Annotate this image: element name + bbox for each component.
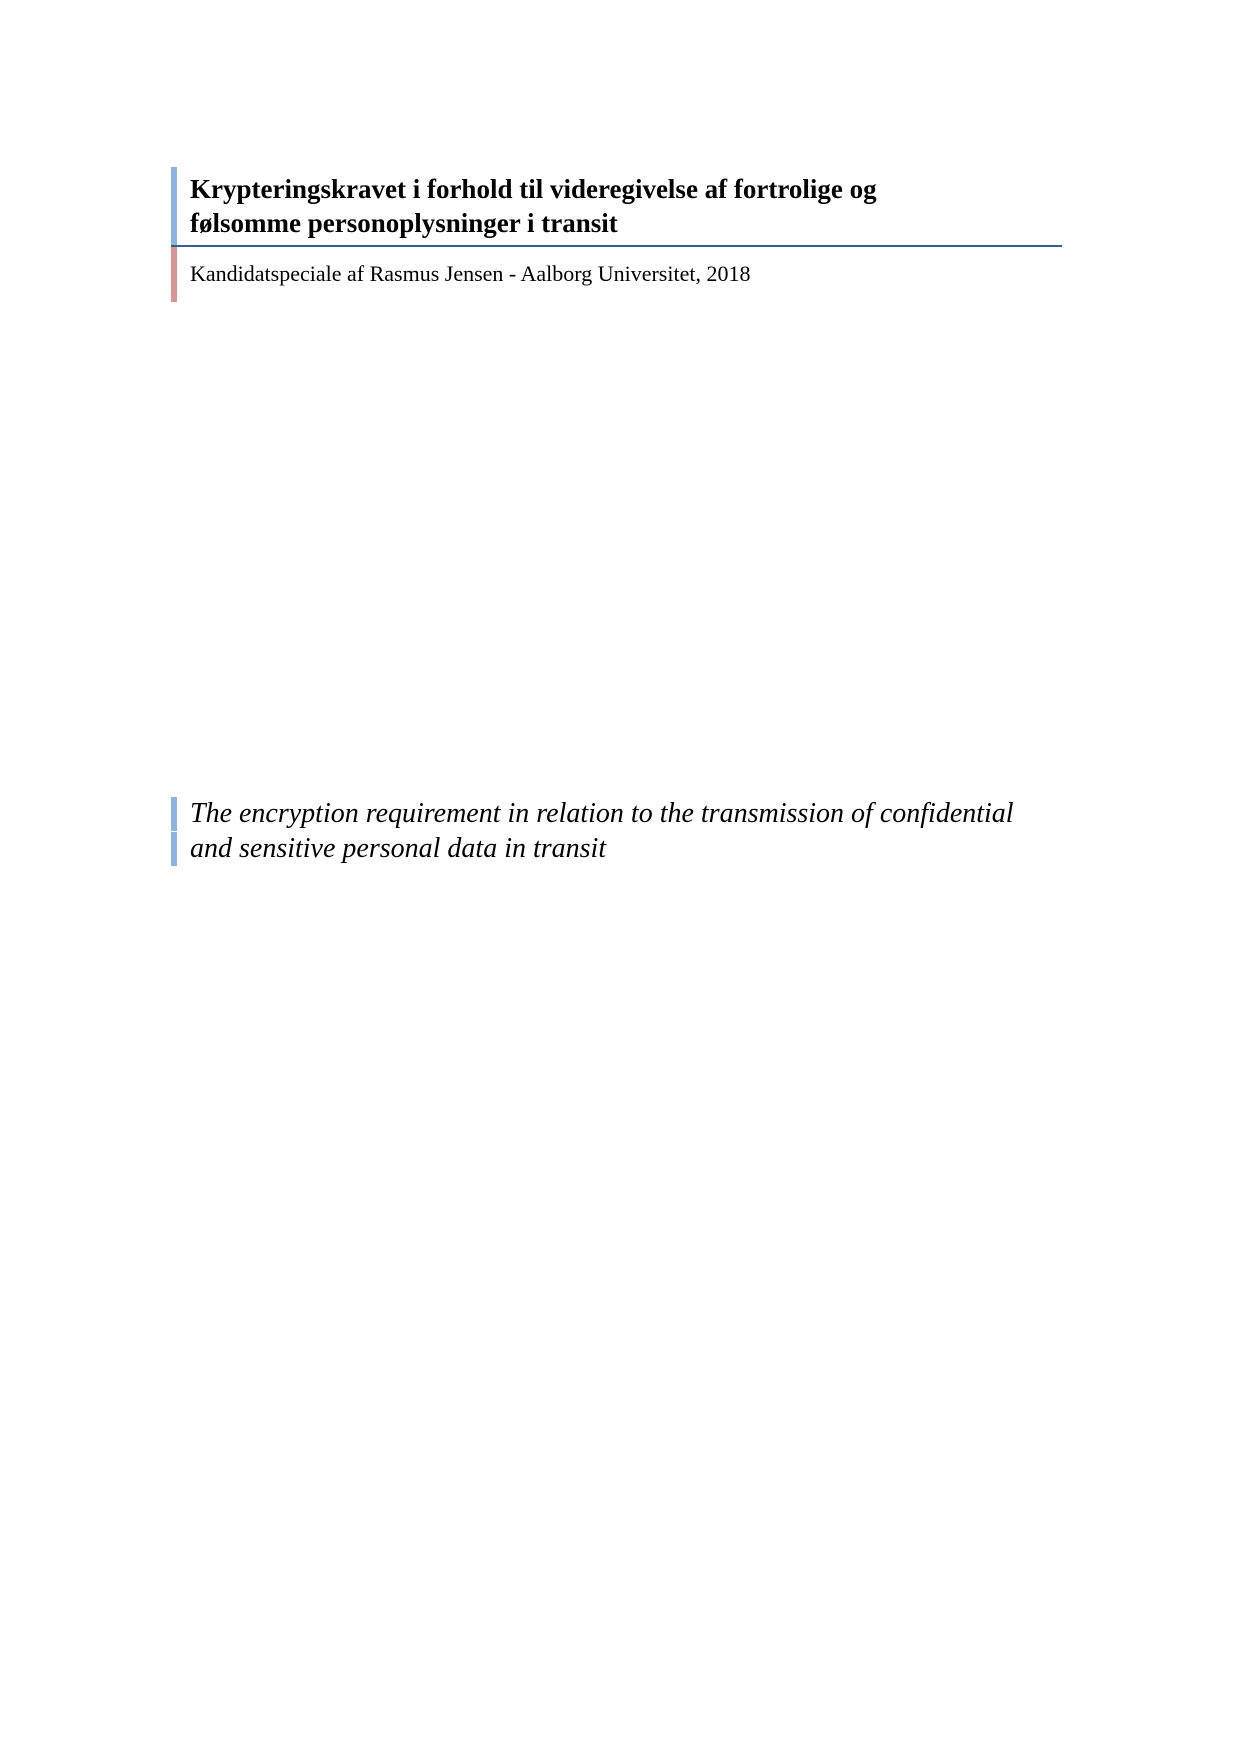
document-subtitle: Kandidatspeciale af Rasmus Jensen - Aalborg Universitet, 2018 bbox=[171, 247, 1062, 302]
english-title-line-1: The encryption requirement in relation to the transmission of confidential bbox=[171, 797, 1071, 831]
title-line-1: Krypteringskravet i forhold til videregivelse af fortrolige og bbox=[190, 174, 877, 204]
english-title-line-2: and sensitive personal data in transit bbox=[171, 832, 1071, 866]
title-line-2: følsomme personoplysninger i transit bbox=[190, 208, 618, 238]
title-block bbox=[171, 167, 1062, 302]
document-title bbox=[171, 167, 1062, 245]
english-title bbox=[171, 797, 1071, 867]
